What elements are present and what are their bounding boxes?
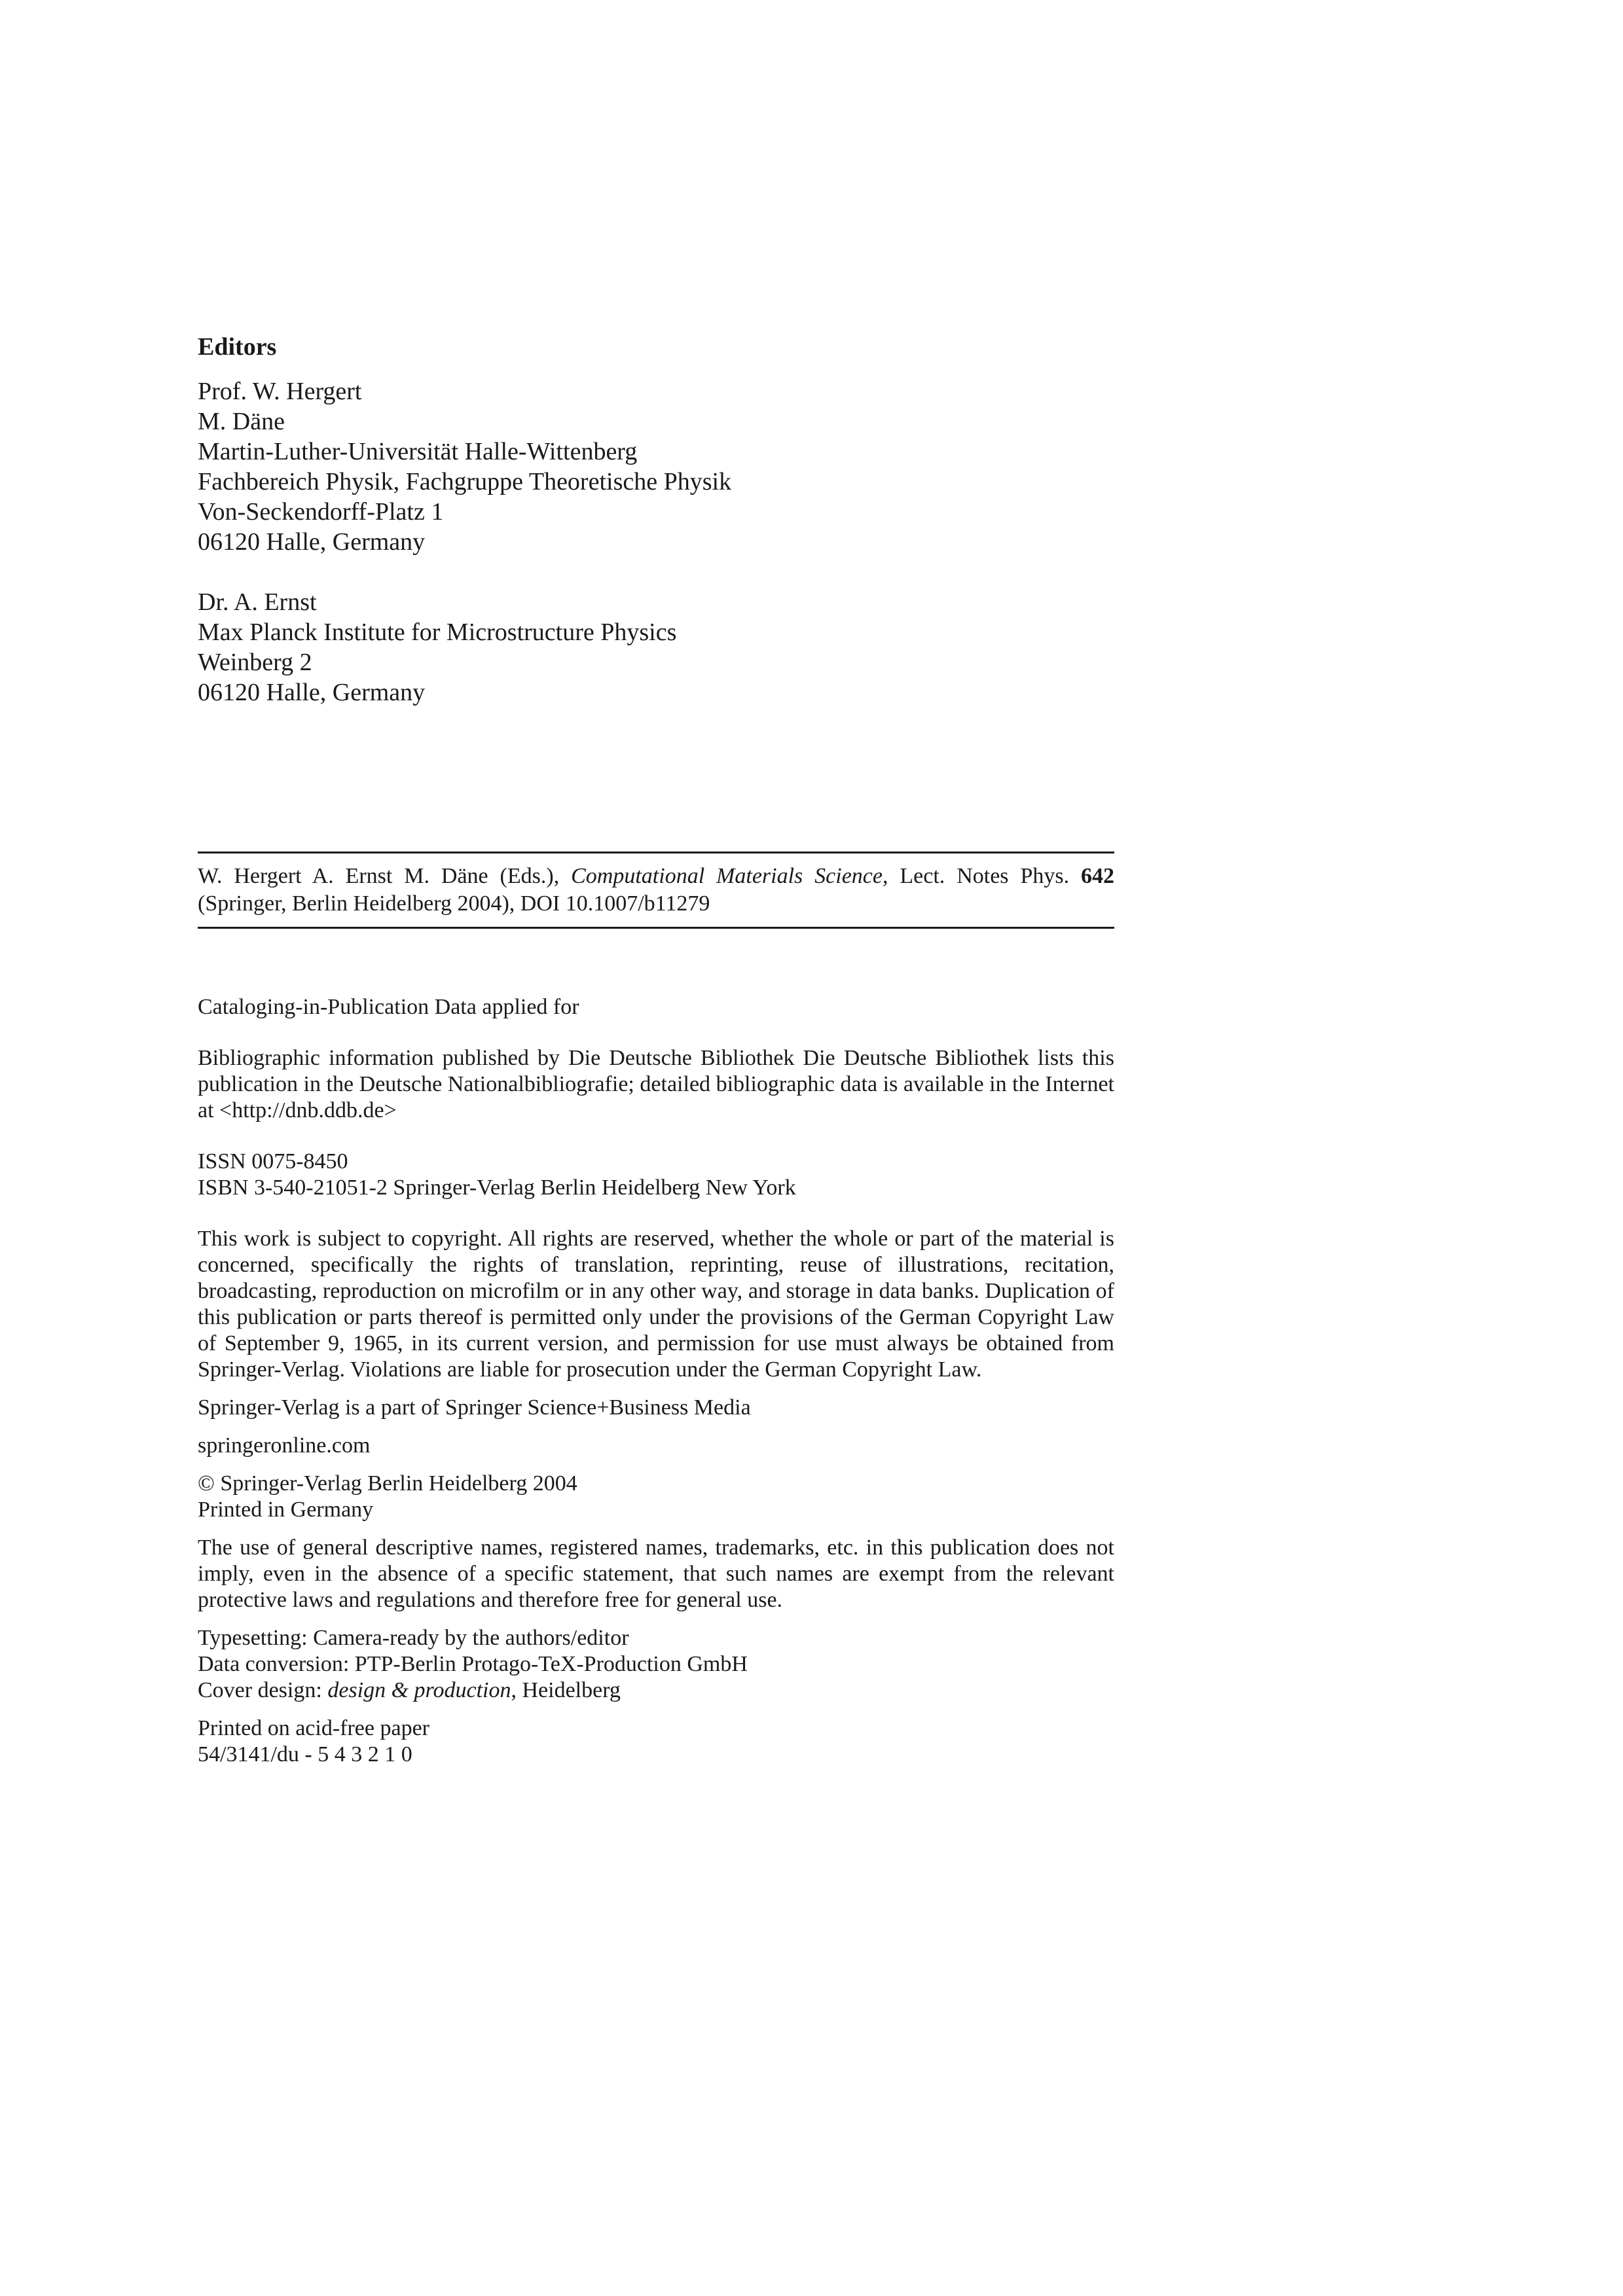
editors-heading: Editors — [198, 333, 277, 361]
citation-title: Computational Materials Science — [571, 864, 883, 888]
bibliographic-info: Bibliographic information published by Die Deutsche Bibliothek Die Deutsche Bibliothek lists this publication in the Deutsche Nationalbibliografie; detailed bibliographic data is available in the Internet at <http://dnb.ddb.de> — [198, 1046, 1114, 1122]
citation-authors: W. Hergert A. Ernst M. Däne (Eds.), — [198, 864, 572, 888]
citation-rest: (Springer, Berlin Heidelberg 2004), DOI 10.1007/b11279 — [198, 891, 710, 916]
address-line: 06120 Halle, Germany — [198, 679, 426, 706]
print-code: 54/3141/du - 5 4 3 2 1 0 — [198, 1742, 412, 1767]
paper-info — [198, 1715, 1114, 1768]
address-line: Max Planck Institute for Microstructure Physics — [198, 619, 677, 646]
copyright-notice: This work is subject to copyright. All rights are reserved, whether the whole or part of the material is concerned, specifically the rights of translation, reprinting, reuse of illustrations, recitation, broadcasting, reproduction on microfilm or in any other way, and storage in data banks. Duplication of this publication or parts thereof is permitted only under the provisions of the German Copyright Law of September 9, 1965, in its current version, and permission for use must always be obtained from Springer-Verlag. Violations are liable for prosecution under the German Copyright Law. — [198, 1227, 1114, 1382]
typesetting: Typesetting: Camera-ready by the authors/editor — [198, 1626, 629, 1650]
citation-volume: 642 — [1081, 864, 1115, 888]
copyright-page — [198, 331, 1114, 1768]
copyright-printed — [198, 1471, 1114, 1523]
issn-isbn — [198, 1149, 1114, 1201]
printed-in: Printed in Germany — [198, 1498, 374, 1522]
address-line: Martin-Luther-Universität Halle-Wittenberg — [198, 438, 638, 465]
acid-free-paper: Printed on acid-free paper — [198, 1716, 429, 1740]
address-line: M. Däne — [198, 408, 285, 435]
issn: ISSN 0075-8450 — [198, 1149, 348, 1174]
address-line: Dr. A. Ernst — [198, 588, 317, 616]
citation-series: , Lect. Notes Phys. — [883, 864, 1082, 888]
trademark-notice: The use of general descriptive names, registered names, trademarks, etc. in this publication does not imply, even in the absence of a specific statement, that such names are exempt from the relevant protective laws and regulations and therefore free for general use. — [198, 1535, 1114, 1612]
copyright-line: © Springer-Verlag Berlin Heidelberg 2004 — [198, 1471, 577, 1496]
isbn: ISBN 3-540-21051-2 Springer-Verlag Berlin Heidelberg New York — [198, 1175, 796, 1200]
address-line: Weinberg 2 — [198, 649, 312, 676]
editor-address-1 — [198, 376, 1114, 557]
address-line: Prof. W. Hergert — [198, 378, 362, 405]
editor-address-2 — [198, 587, 1114, 708]
production-credits — [198, 1625, 1114, 1704]
address-line: Fachbereich Physik, Fachgruppe Theoretische Physik — [198, 468, 732, 495]
website: springeronline.com — [198, 1433, 371, 1458]
cover-designer: design & production — [327, 1678, 511, 1702]
cover-suffix: , Heidelberg — [511, 1678, 621, 1702]
address-line: Von-Seckendorff-Platz 1 — [198, 498, 444, 526]
springer-part: Springer-Verlag is a part of Springer Science+Business Media — [198, 1395, 751, 1420]
citation-box — [198, 852, 1114, 929]
address-line: 06120 Halle, Germany — [198, 528, 426, 556]
cover-design — [198, 1677, 1114, 1704]
data-conversion: Data conversion: PTP-Berlin Protago-TeX-Production GmbH — [198, 1652, 748, 1676]
cover-prefix: Cover design: — [198, 1678, 328, 1702]
cip-notice: Cataloging-in-Publication Data applied for — [198, 995, 579, 1019]
